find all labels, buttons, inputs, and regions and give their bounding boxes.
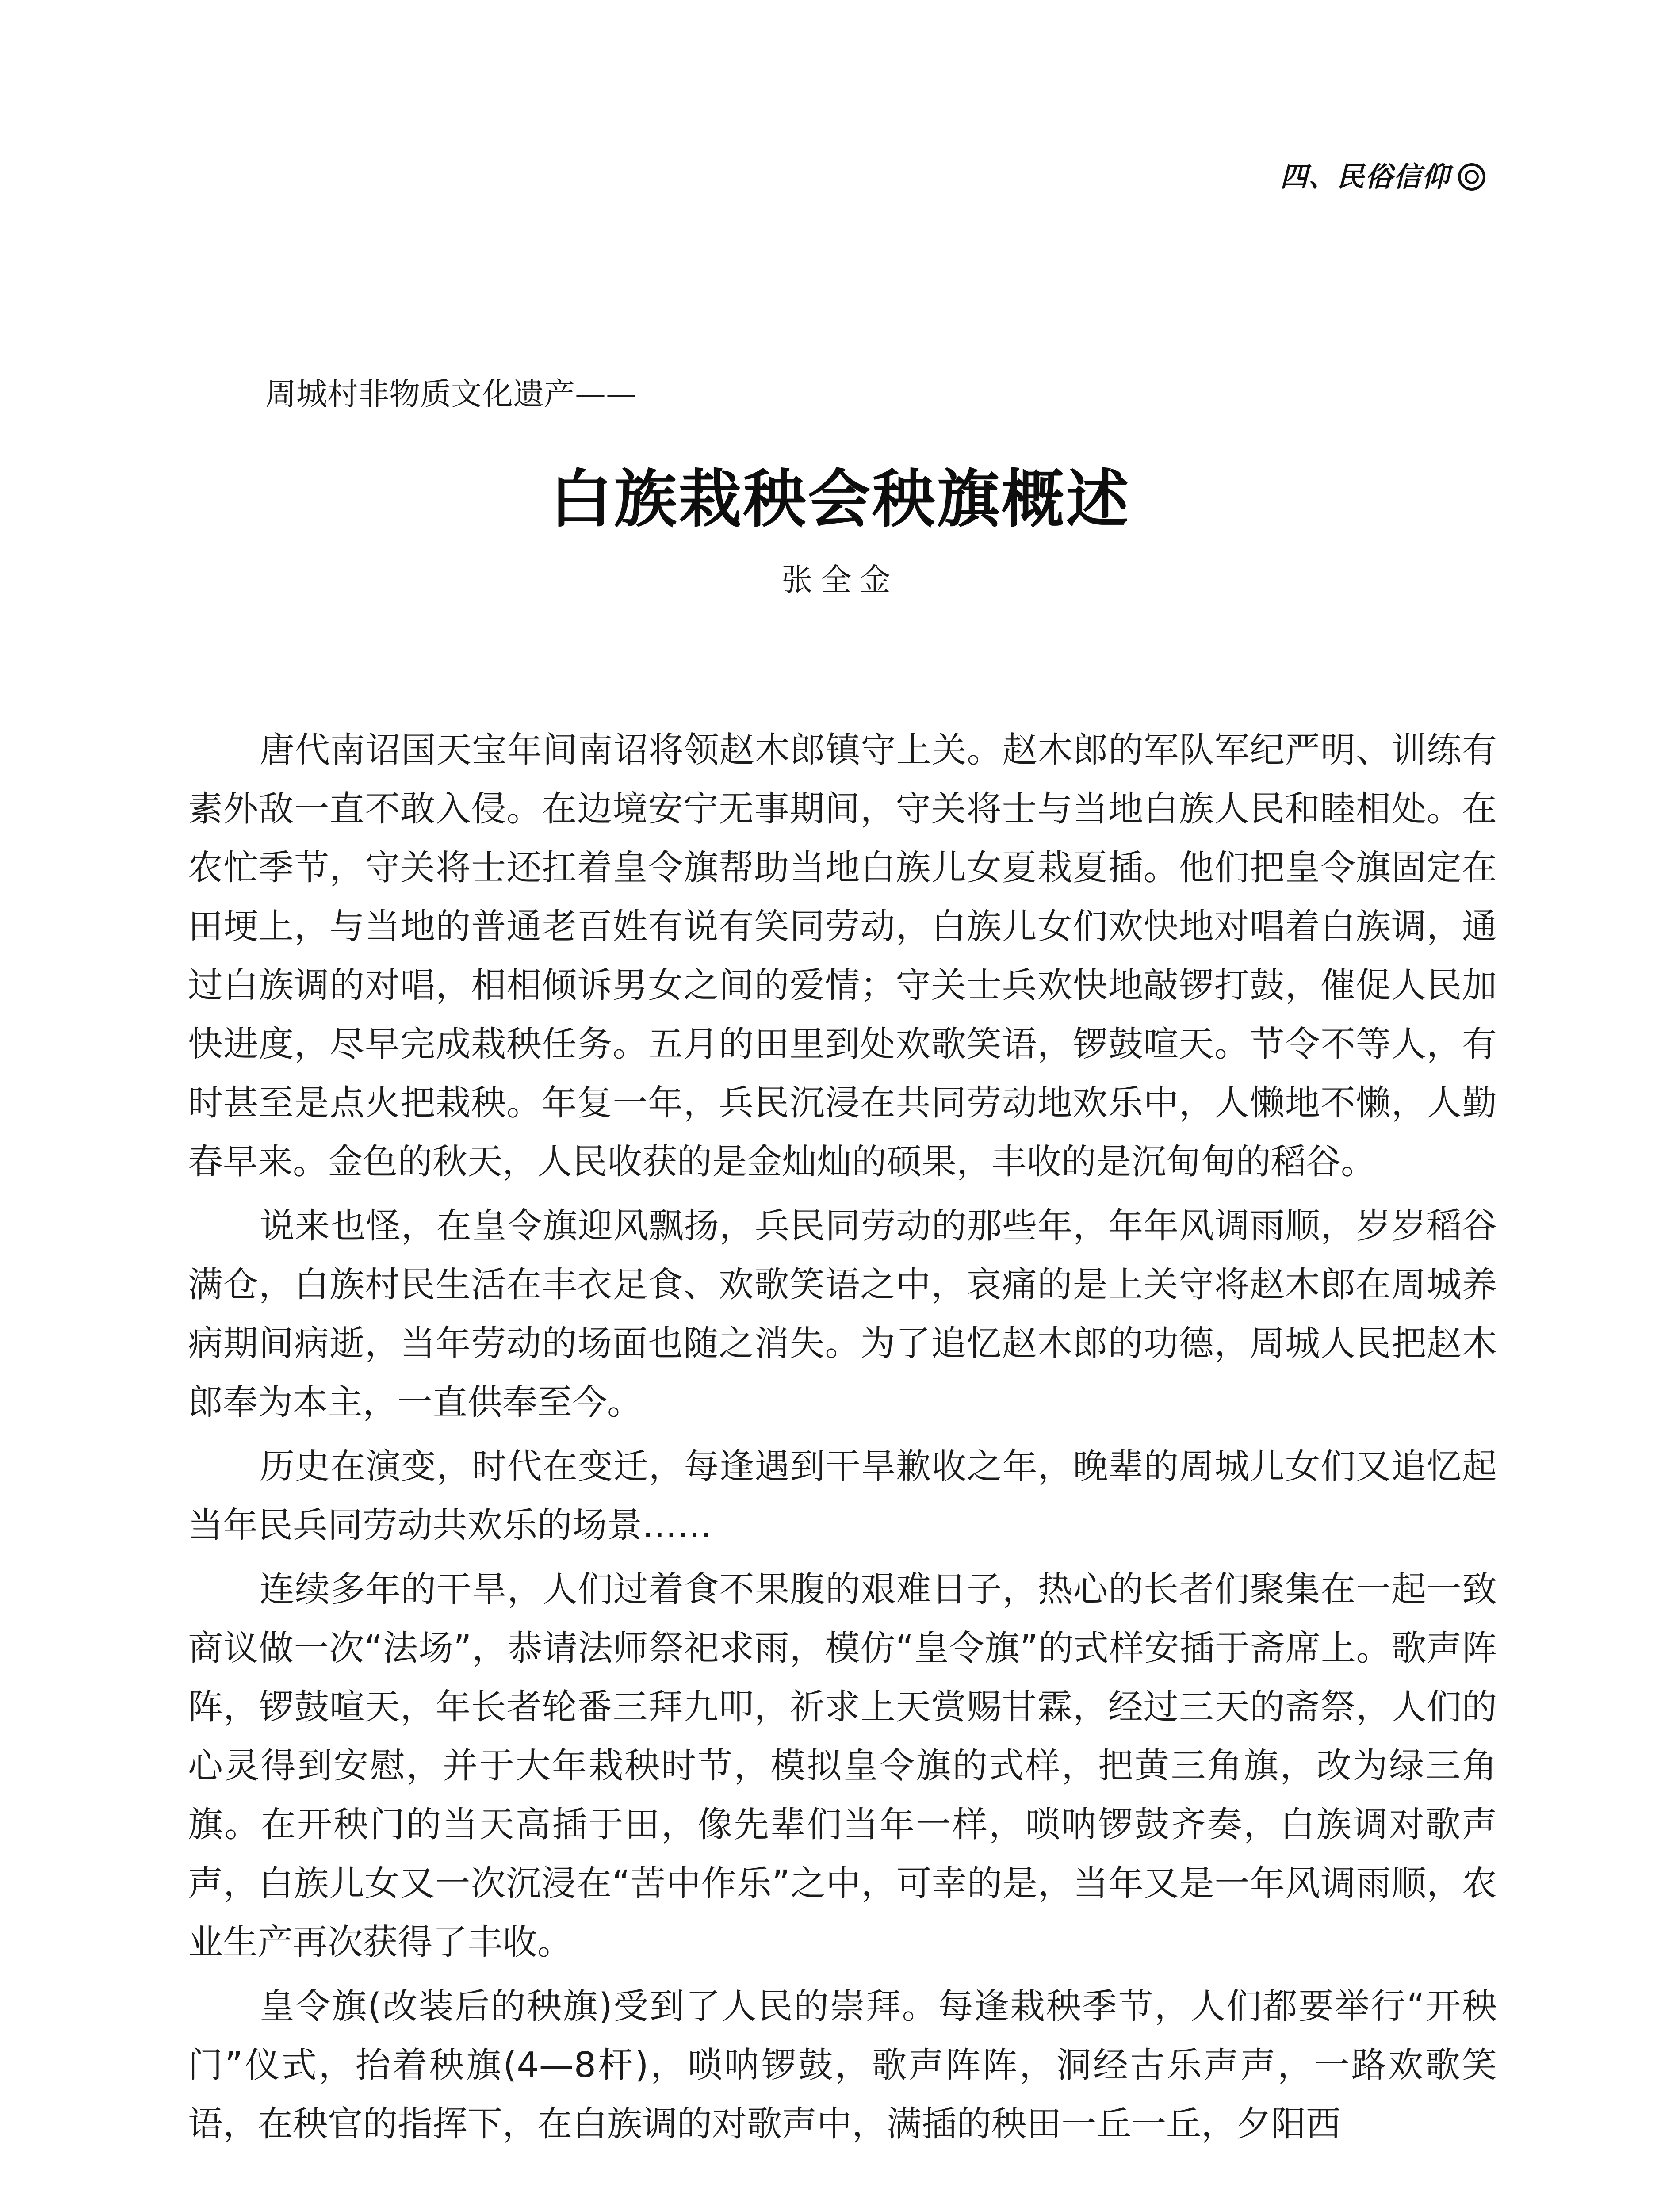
section-title: 四、民俗信仰: [1280, 161, 1450, 193]
paragraph: 连续多年的干旱，人们过着食不果腹的艰难日子，热心的长者们聚集在一起一致商议做一次“法场”，恭请法师祭祀求雨，模仿“皇令旗”的式样安插于斋席上。歌声阵阵，锣鼓喧天，年长者轮番三拜九叩，祈求上天赏赐甘霖，经过三天的斋祭，人们的心灵得到安慰，并于大年栽秧时节，模拟皇令旗的式样，把黄三角旗，改为绿三角旗。在开秧门的当天高插于田，像先辈们当年一样，唢呐锣鼓齐奏，白族调对歌声声，白族儿女又一次沉浸在“苦中作乐”之中，可幸的是，当年又是一年风调雨顺，农业生产再次获得了丰收。: [188, 1569, 1497, 1962]
paragraph: 历史在演变，时代在变迁，每逢遇到干旱歉收之年，晚辈的周城儿女们又追忆起当年民兵同劳动共欢乐的场景……: [188, 1446, 1497, 1545]
double-circle-icon: [1458, 163, 1485, 191]
paragraph: 唐代南诏国天宝年间南诏将领赵木郎镇守上关。赵木郎的军队军纪严明、训练有素外敌一直不敢入侵。在边境安宁无事期间，守关将士与当地白族人民和睦相处。在农忙季节，守关将士还扛着皇令旗帮助当地白族儿女夏栽夏插。他们把皇令旗固定在田埂上，与当地的普通老百姓有说有笑同劳动，白族儿女们欢快地对唱着白族调，通过白族调的对唱，相相倾诉男女之间的爱情；守关士兵欢快地敲锣打鼓，催促人民加快进度，尽早完成栽秧任务。五月的田里到处欢歌笑语，锣鼓喧天。节令不等人，有时甚至是点火把栽秧。年复一年，兵民沉浸在共同劳动地欢乐中，人懒地不懒，人勤春早来。金色的秋天，人民收获的是金灿灿的硕果，丰收的是沉甸甸的稻谷。: [188, 730, 1497, 1182]
series-subtitle: 周城村非物质文化遗产——: [265, 376, 637, 412]
running-header: [1280, 155, 1485, 194]
article-title: 白族栽秧会秧旗概述: [549, 463, 1131, 536]
article-body: [188, 721, 1497, 2159]
author-name: 张全金: [781, 562, 899, 598]
paragraph: 皇令旗(改装后的秧旗)受到了人民的崇拜。每逢栽秧季节，人们都要举行“开秧门”仪式，抬着秧旗(4—8杆)，唢呐锣鼓，歌声阵阵，洞经古乐声声，一路欢歌笑语，在秧官的指挥下，在白族调的对歌声中，满插的秧田一丘一丘，夕阳西: [188, 1986, 1497, 2144]
paragraph: 说来也怪，在皇令旗迎风飘扬，兵民同劳动的那些年，年年风调雨顺，岁岁稻谷满仓，白族村民生活在丰衣足食、欢歌笑语之中，哀痛的是上关守将赵木郎在周城养病期间病逝，当年劳动的场面也随之消失。为了追忆赵木郎的功德，周城人民把赵木郎奉为本主，一直供奉至今。: [188, 1205, 1497, 1423]
